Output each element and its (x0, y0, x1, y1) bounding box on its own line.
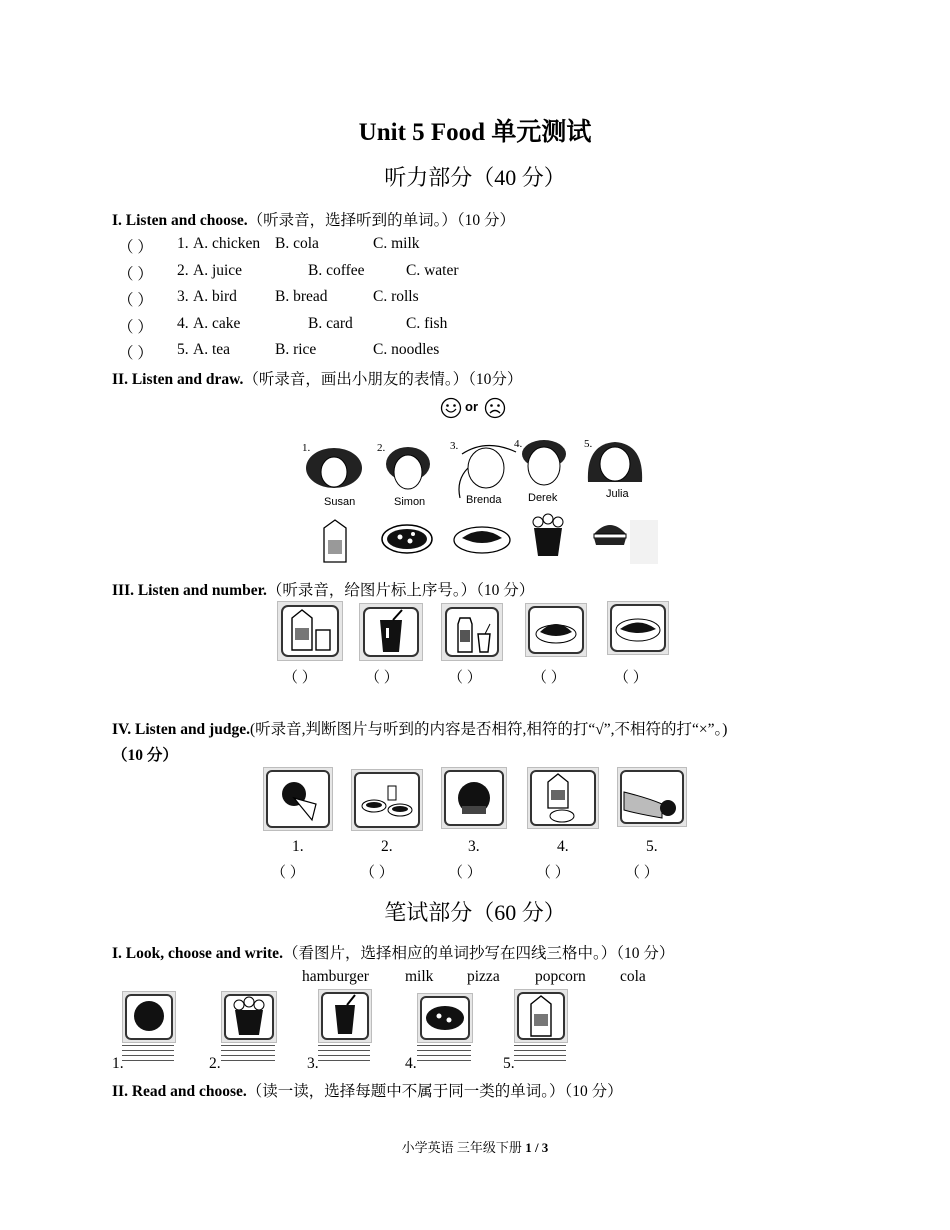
picture-chicken (525, 603, 587, 657)
popcorn-icon (528, 512, 568, 558)
kid-name: Simon (394, 496, 426, 508)
option-c: C. rolls (373, 288, 419, 305)
option-b: B. cola (275, 235, 319, 252)
cropped-edge (630, 520, 658, 564)
fish-plate-icon (608, 602, 668, 654)
section-5-instruction: （看图片，选择相应的单词抄写在四线三格中。）（10 分） (282, 945, 675, 962)
option-b: B. card (308, 315, 353, 332)
picture-number: 1. (292, 838, 304, 855)
muffin-icon (123, 992, 175, 1042)
writing-lines[interactable] (122, 1041, 174, 1061)
section-5-title: I. Look, choose and write. (112, 945, 283, 962)
option-a: A. cake (193, 315, 241, 332)
ice-cream-icon (264, 768, 332, 830)
write-picture-popcorn (221, 991, 277, 1043)
kid-number: 1. (302, 442, 311, 454)
question-number: 3. (177, 288, 189, 305)
page-title: Unit 5 Food 单元测试 (358, 119, 592, 146)
kid-face-icon[interactable] (380, 444, 436, 496)
roast-chicken-icon (526, 604, 586, 656)
picture-number: 4. (557, 838, 569, 855)
answer-paren[interactable]: （ ） (271, 865, 305, 881)
kid-number: 2. (377, 442, 386, 454)
write-number: 1. (112, 1055, 124, 1072)
milk-carton-icon (278, 602, 342, 660)
writing-lines[interactable] (318, 1041, 370, 1061)
question-number: 4. (177, 315, 189, 332)
option-a: A. tea (193, 341, 231, 358)
word-bank-item: milk (405, 968, 434, 985)
answer-paren[interactable]: （ ） (118, 292, 153, 309)
footer-text: 小学英语 三年级下册 (401, 1140, 526, 1155)
answer-paren[interactable]: （ ） (118, 345, 153, 362)
option-a: A. juice (193, 262, 243, 279)
option-c: C. water (406, 262, 459, 279)
meal-plate-icon (352, 770, 422, 830)
kids-illustration (300, 436, 658, 572)
answer-paren[interactable]: （ ） (118, 266, 153, 283)
picture-number: 3. (468, 838, 480, 855)
kid-face-icon[interactable] (448, 440, 524, 500)
popcorn-icon (222, 992, 276, 1042)
answer-paren[interactable]: （ ） (532, 670, 566, 686)
face-legend (440, 397, 508, 419)
write-number: 5. (503, 1055, 515, 1072)
question-number: 5. (177, 341, 189, 358)
section-2-title: II. Listen and draw. (112, 371, 244, 388)
answer-paren[interactable]: （ ） (118, 239, 153, 256)
answer-paren[interactable]: （ ） (448, 670, 482, 686)
section-6-heading (112, 1079, 623, 1101)
answer-paren[interactable]: （ ） (365, 670, 399, 686)
picture-number: 2. (381, 838, 393, 855)
picture-ice-cream (263, 767, 333, 831)
pizza-icon (380, 522, 434, 556)
section-4-heading (112, 717, 727, 739)
kid-number: 3. (450, 440, 459, 452)
sad-face-icon (484, 397, 506, 419)
picture-milk-juice (277, 601, 343, 661)
milk-carton-icon (318, 518, 352, 564)
muffin-icon (442, 768, 506, 828)
write-picture-milk (514, 989, 568, 1043)
section-2-instruction: （听录音，画出小朋友的表情。）（10分） (243, 371, 523, 388)
section-3-heading (112, 578, 534, 600)
hamburger-icon (590, 518, 630, 548)
option-a: A. bird (193, 288, 237, 305)
kid-name: Julia (606, 488, 629, 500)
write-picture-cola (318, 989, 372, 1043)
section-6-title: II. Read and choose. (112, 1083, 247, 1100)
page-footer (0, 1137, 950, 1156)
picture-cola (359, 603, 423, 661)
picture-drinks (527, 767, 599, 829)
picture-apple-hand (617, 767, 687, 827)
write-picture-pizza (417, 993, 473, 1043)
option-a: A. chicken (193, 235, 261, 252)
section-3-title: III. Listen and number. (112, 582, 267, 599)
answer-paren[interactable]: （ ） (448, 865, 482, 881)
answer-paren[interactable]: （ ） (536, 865, 570, 881)
word-bank-item: popcorn (535, 968, 586, 985)
kid-face-icon[interactable] (304, 444, 364, 496)
option-b: B. bread (275, 288, 328, 305)
section-2-heading (112, 367, 522, 389)
picture-muffin (441, 767, 507, 829)
option-b: B. coffee (308, 262, 365, 279)
answer-paren[interactable]: （ ） (360, 865, 394, 881)
option-c: C. fish (406, 315, 448, 332)
kid-number: 4. (514, 438, 523, 450)
drinks-icon (528, 768, 598, 828)
section-1-instruction: （听录音，选择听到的单词。）（10 分） (247, 212, 516, 229)
picture-number: 5. (646, 838, 658, 855)
section-4-title: IV. Listen and judge. (112, 721, 250, 738)
question-number: 2. (177, 262, 189, 279)
kid-face-icon[interactable] (516, 438, 572, 494)
word-bank-item: hamburger (302, 968, 369, 985)
apple-icon (618, 768, 686, 826)
cola-cup-icon (360, 604, 422, 660)
section-4-instruction: (听录音,判断图片与听到的内容是否相符,相符的打“√”,不相符的打“×”。) (249, 721, 728, 738)
section-4-score: （10 分） (112, 747, 178, 764)
cola-cup-icon (319, 990, 371, 1042)
option-b: B. rice (275, 341, 317, 358)
option-c: C. milk (373, 235, 420, 252)
word-bank-item: cola (620, 968, 646, 985)
kid-face-icon[interactable] (582, 438, 648, 488)
section-5-heading (112, 941, 674, 963)
picture-juice-drink (441, 603, 503, 661)
listening-header: 听力部分（40 分） (384, 165, 566, 190)
section-3-instruction: （听录音，给图片标上序号。）（10 分） (266, 582, 535, 599)
section-1-heading (112, 208, 515, 230)
or-text: or (465, 399, 478, 414)
writing-lines[interactable] (514, 1041, 566, 1061)
writing-lines[interactable] (221, 1041, 275, 1061)
milk-carton-icon (515, 990, 567, 1042)
writing-header: 笔试部分（60 分） (384, 900, 566, 925)
write-number: 2. (209, 1055, 221, 1072)
answer-paren[interactable]: （ ） (625, 865, 659, 881)
section-6-instruction: （读一读，选择每题中不属于同一类的单词。）（10 分） (246, 1083, 623, 1100)
write-number: 4. (405, 1055, 417, 1072)
write-picture-hamburger (122, 991, 176, 1043)
picture-meal (351, 769, 423, 831)
writing-lines[interactable] (417, 1041, 471, 1061)
kid-number: 5. (584, 438, 593, 450)
page-number: 1 / 3 (525, 1140, 549, 1155)
answer-paren[interactable]: （ ） (118, 319, 153, 336)
kid-name: Brenda (466, 494, 502, 506)
answer-paren[interactable]: （ ） (283, 670, 317, 686)
option-c: C. noodles (373, 341, 440, 358)
question-number: 1. (177, 235, 189, 252)
juice-bottle-icon (442, 604, 502, 660)
section-1-title: I. Listen and choose. (112, 212, 248, 229)
pizza-icon (418, 994, 472, 1042)
kid-name: Susan (324, 496, 356, 508)
fish-dish-icon (452, 522, 512, 556)
write-number: 3. (307, 1055, 319, 1072)
word-bank-item: pizza (467, 968, 500, 985)
answer-paren[interactable]: （ ） (614, 670, 648, 686)
kid-name: Derek (528, 492, 558, 504)
picture-fish-dish (607, 601, 669, 655)
